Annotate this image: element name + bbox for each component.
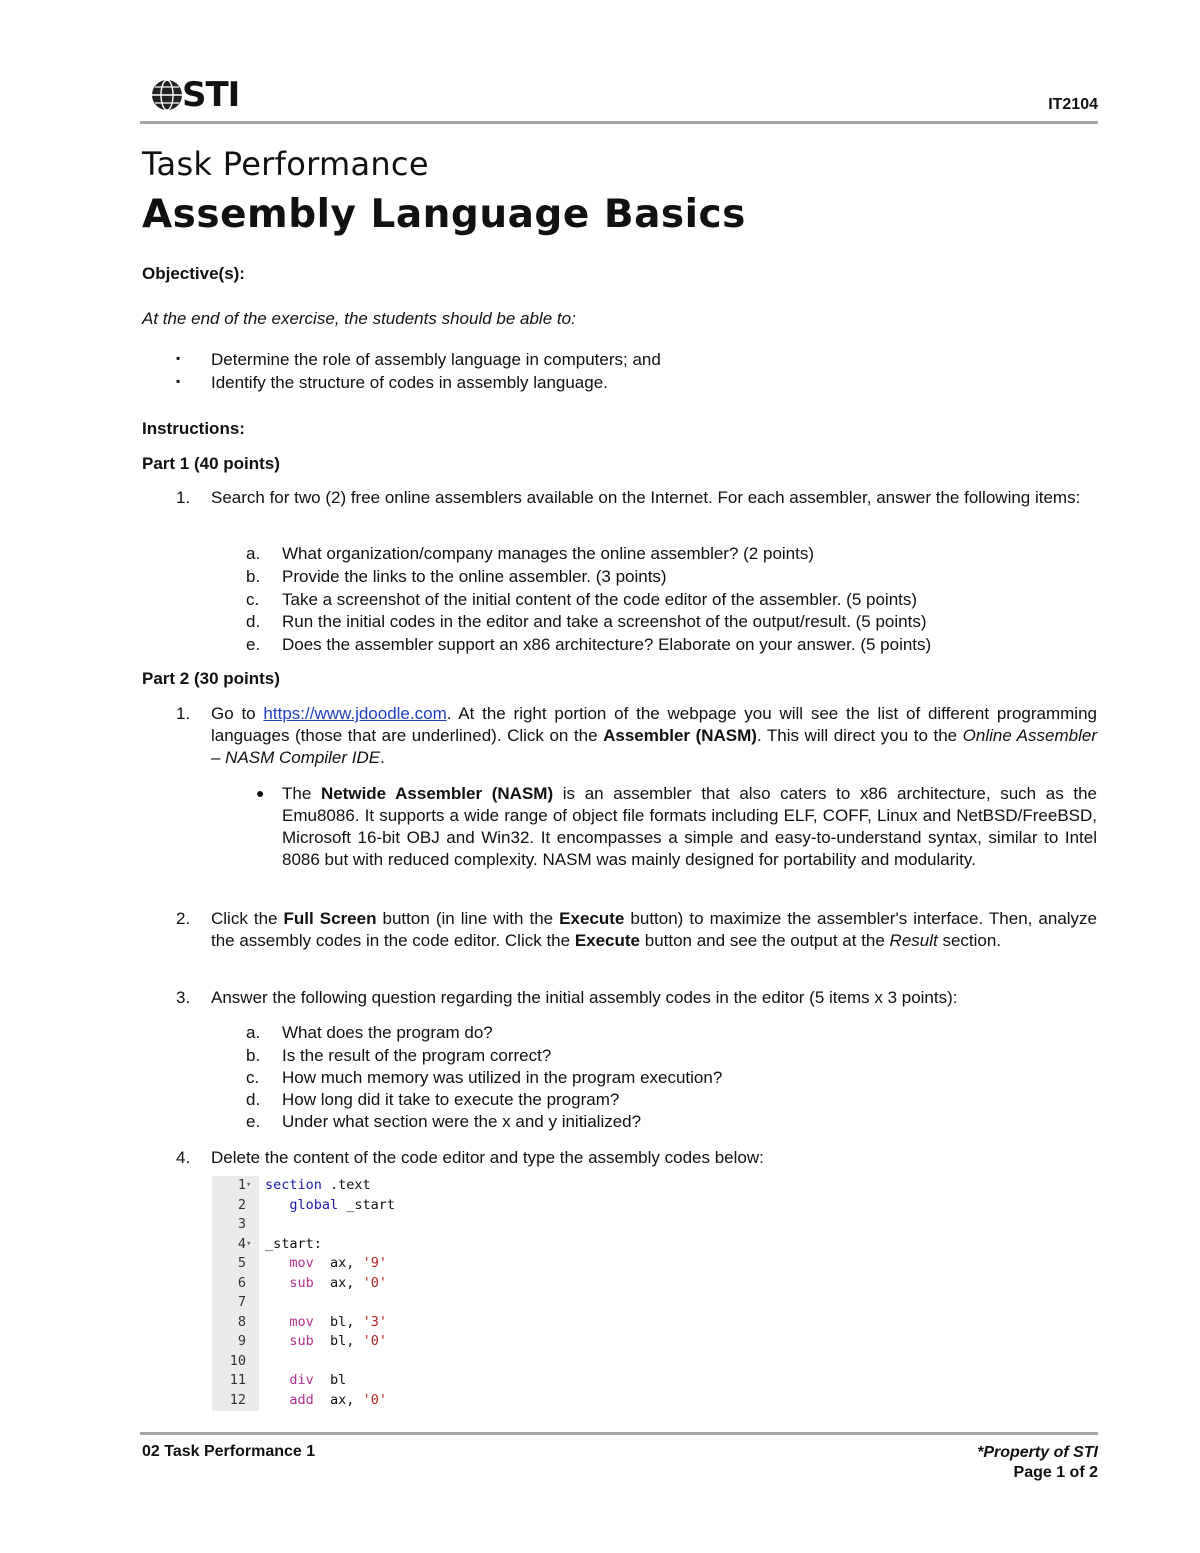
course-code: IT2104 [1048,96,1098,113]
sti-logo [150,76,239,114]
sub-letter: a. [246,544,261,563]
line-number: 9 [237,1333,246,1349]
nasm-description: The Netwide Assembler (NASM) is an assembler that also caters to x86 architecture, such as the Emu8086. It supports a wide range of object file formats including ELF, COFF, Linux and NetBSD/FreeBSD, Microsoft 16-bit OBJ and Win32. It encompasses a simple and easy-to-understand syntax, similar to Intel 8086 but with reduced complexity. NASM was mainly designed for portability and modularity. [282,784,1097,869]
sub-letter: a. [246,1023,261,1042]
code-line: 5 mov ax, '9' [212,1254,632,1274]
code-line: 4 ▾ _start: [212,1235,632,1255]
part2-heading: Part 2 (30 points) [142,669,280,688]
item-number: 3. [176,988,191,1007]
line-number: 1 [237,1177,246,1193]
title-task-performance: Task Performance [142,145,429,183]
sub-letter: e. [246,1112,261,1131]
code-line: 8 mov bl, '3' [212,1313,632,1333]
sub-item: How long did it take to execute the program? [282,1090,620,1109]
line-number: 7 [237,1294,246,1310]
footer-doc-title: 02 Task Performance 1 [142,1443,316,1460]
fold-arrow-icon: ▾ [246,1180,252,1190]
header-divider [140,121,1098,124]
sub-item: Under what section were the x and y initialized? [282,1112,642,1131]
part1-heading: Part 1 (40 points) [142,454,280,473]
footer-divider [140,1432,1098,1435]
part2-item1-text: Go to https://www.jdoodle.com. At the right portion of the webpage you will see the list of different programming languages (those that are underlined). Click on the Assembler (NASM). This will direct you to the Online Assembler – NASM Compiler IDE. [211,704,1097,767]
sub-letter: c. [246,590,260,609]
bullet-square: ▪ [176,351,181,365]
code-line [212,1352,632,1372]
code-line: 11 div bl [212,1371,632,1391]
code-line [212,1293,632,1313]
item-number: 4. [176,1148,191,1167]
code-line: 12 add ax, '0' [212,1391,632,1411]
part2-item2-text: Click the Full Screen button (in line with the Execute button) to maximize the assembler's interface. Then, analyze the assembly codes in the code editor. Click the Execute button and see the output at the Result section. [211,909,1097,950]
sub-item: Take a screenshot of the initial content of the code editor of the assembler. (5 points) [282,590,918,609]
sub-item: Provide the links to the online assembler. (3 points) [282,567,667,586]
sub-item: How much memory was utilized in the program execution? [282,1068,723,1087]
bullet-dot: ● [256,785,265,801]
code-editor-snippet [212,1176,632,1411]
sub-letter: d. [246,612,261,631]
objectives-heading: Objective(s): [142,264,245,283]
sub-letter: b. [246,1046,261,1065]
sub-letter: b. [246,567,261,586]
sub-letter: c. [246,1068,260,1087]
line-number: 6 [237,1274,246,1291]
line-number: 12 [229,1391,246,1408]
objective-item: Identify the structure of codes in assembly language. [211,373,608,392]
logo-text: STI [182,75,240,115]
part2-item3-text: Answer the following question regarding the initial assembly codes in the editor (5 items x 3 points): [211,988,958,1007]
code-line: 6 sub ax, '0' [212,1274,632,1294]
line-number: 3 [237,1216,246,1232]
instructions-heading: Instructions: [142,419,245,438]
sub-item: What organization/company manages the online assembler? (2 points) [282,544,815,563]
part2-item4-text: Delete the content of the code editor and type the assembly codes below: [211,1148,764,1167]
jdoodle-link[interactable]: https://www.jdoodle.com [263,704,447,723]
sub-item: Does the assembler support an x86 architecture? Elaborate on your answer. (5 points) [282,635,932,654]
line-number: 10 [229,1352,246,1369]
code-line: 2 global _start [212,1196,632,1216]
page-number: Page 1 of 2 [1013,1464,1098,1481]
line-number: 4 [237,1235,246,1252]
item-number: 1. [176,704,191,723]
sub-letter: d. [246,1090,261,1109]
footer-property: *Property of STI [977,1444,1098,1461]
line-number: 2 [237,1196,246,1213]
part1-item1-text: Search for two (2) free online assemblers available on the Internet. For each assembler, answer the following items: [211,488,1081,507]
line-number: 8 [237,1313,246,1330]
line-number: 5 [237,1255,246,1271]
sub-item: Is the result of the program correct? [282,1046,552,1065]
fold-arrow-icon: ▾ [246,1238,252,1249]
item-number: 1. [176,488,191,507]
code-line: 9 sub bl, '0' [212,1332,632,1352]
sub-letter: e. [246,635,261,654]
sub-item: Run the initial codes in the editor and take a screenshot of the output/result. (5 points) [282,612,927,631]
line-number: 11 [229,1372,246,1388]
footer-page-info [977,1443,1098,1483]
code-line [212,1215,632,1235]
bullet-square: ▪ [176,374,181,388]
code-line: 1 ▾ section .text [212,1176,632,1196]
item-number: 2. [176,909,191,928]
title-main: Assembly Language Basics [142,192,746,237]
objectives-intro: At the end of the exercise, the students should be able to: [142,309,576,328]
objective-item: Determine the role of assembly language in computers; and [211,350,661,369]
sub-item: What does the program do? [282,1023,493,1042]
